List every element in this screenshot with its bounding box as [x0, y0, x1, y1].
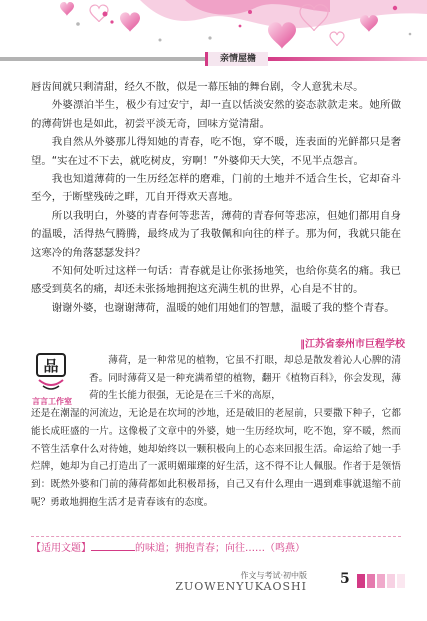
commentary-block — [31, 352, 401, 511]
commentary-intro: 薄荷，是一种常见的植物，它虽不打眼，却总是散发着沁人心脾的清香。同时薄荷又是一种充满希望的植物，翻开《植物百科》，你会发现，薄荷的生长能力很强，无论是在三千米的高原， — [89, 355, 401, 402]
article-paragraph: 谢谢外婆，也谢谢薄荷，温暖的她们用她们的智慧，温暖了我的整个青春。 — [51, 301, 395, 314]
section-label: 亲情屋檐 — [205, 52, 268, 66]
article-paragraph: 所以我明白，外婆的青春何等悲苦，薄荷的青春何等悲凉，但她们都用自身的温暖，活得热气腾腾，最终成为了我敬佩和向往的样子。那为何，我就只能在这寒冷的角落瑟瑟发抖？ — [31, 209, 401, 259]
magazine-logo — [175, 570, 335, 600]
topic-list: 的味道；拥抱青春；向往……（鸣燕） — [135, 543, 305, 554]
article-paragraph: 外婆漂泊半生，极少有过安宁，却一直以恬淡安然的姿态款款走来。她所做的薄荷饼也是如此，初尝平淡无奇，回味方觉清甜。 — [31, 99, 401, 130]
commentary-body: 还是在潮湿的河流边，无论是在坎坷的沙地，还是破旧的老屋前，只要撒下种子，它都能长成旺盛的一片。这像极了文章中的外婆，她一生历经坎坷，吃不饱，穿不暖，然而不管生活拿什么对待她，她却始终以一颗积极向上的心态来回报生活。命运给了她一手烂牌，她却为自己打造出了一派明媚璀璨的好生活，这不得不让人佩服。作者于是领悟到：既然外婆和门前的薄荷都如此积极昂扬，自己又有什么理由一遇到难事就退缩不前呢？勇敢地拥抱生活才是青春该有的态度。 — [31, 408, 401, 508]
article-body — [31, 78, 401, 317]
magazine-name-cn: 作文与考试·初中版 — [240, 571, 307, 580]
fill-blank — [91, 541, 135, 551]
page-number: 5 — [340, 571, 350, 587]
article-paragraph: 唇齿间就只剩清甜，经久不散，似是一幕压轴的舞台剧，令人意犹未尽。 — [31, 81, 364, 93]
header-stripe-right — [268, 57, 427, 61]
article-paragraph: 不知何处听过这样一句话：青春就是让你张扬地笑，也给你莫名的痛。我已感受到莫名的痛，却还未张扬地拥抱这充满生机的世界，心自是不甘的。 — [31, 265, 401, 296]
studio-label: 言言工作室 — [32, 397, 72, 406]
applicable-topics — [31, 539, 305, 554]
header-stripe-left — [0, 57, 205, 61]
svg-text:品: 品 — [43, 357, 59, 375]
topic-tag: 【适用文题】 — [31, 543, 91, 554]
section-header-bar — [0, 52, 427, 66]
article-paragraph: 我也知道薄荷的一生历经怎样的磨难，门前的土地并不适合生长，它却奋斗至今，于断壁残砖之畔，兀自开得欢天喜地。 — [31, 173, 401, 204]
article-paragraph: 我自然从外婆那儿得知她的青春，吃不饱，穿不暖，连表面的光鲜都只是奢望。“实在过不下去，就吃树皮，穷啊！”外婆仰天大笑，不见半点怨言。 — [31, 136, 401, 167]
author-attribution: ‖江苏省泰州市巨程学校 — [300, 339, 405, 350]
divider — [31, 536, 401, 537]
footer-bars-graphic — [355, 572, 415, 590]
magazine-name-en: ZUOWENYUKAOSHI — [175, 580, 307, 593]
